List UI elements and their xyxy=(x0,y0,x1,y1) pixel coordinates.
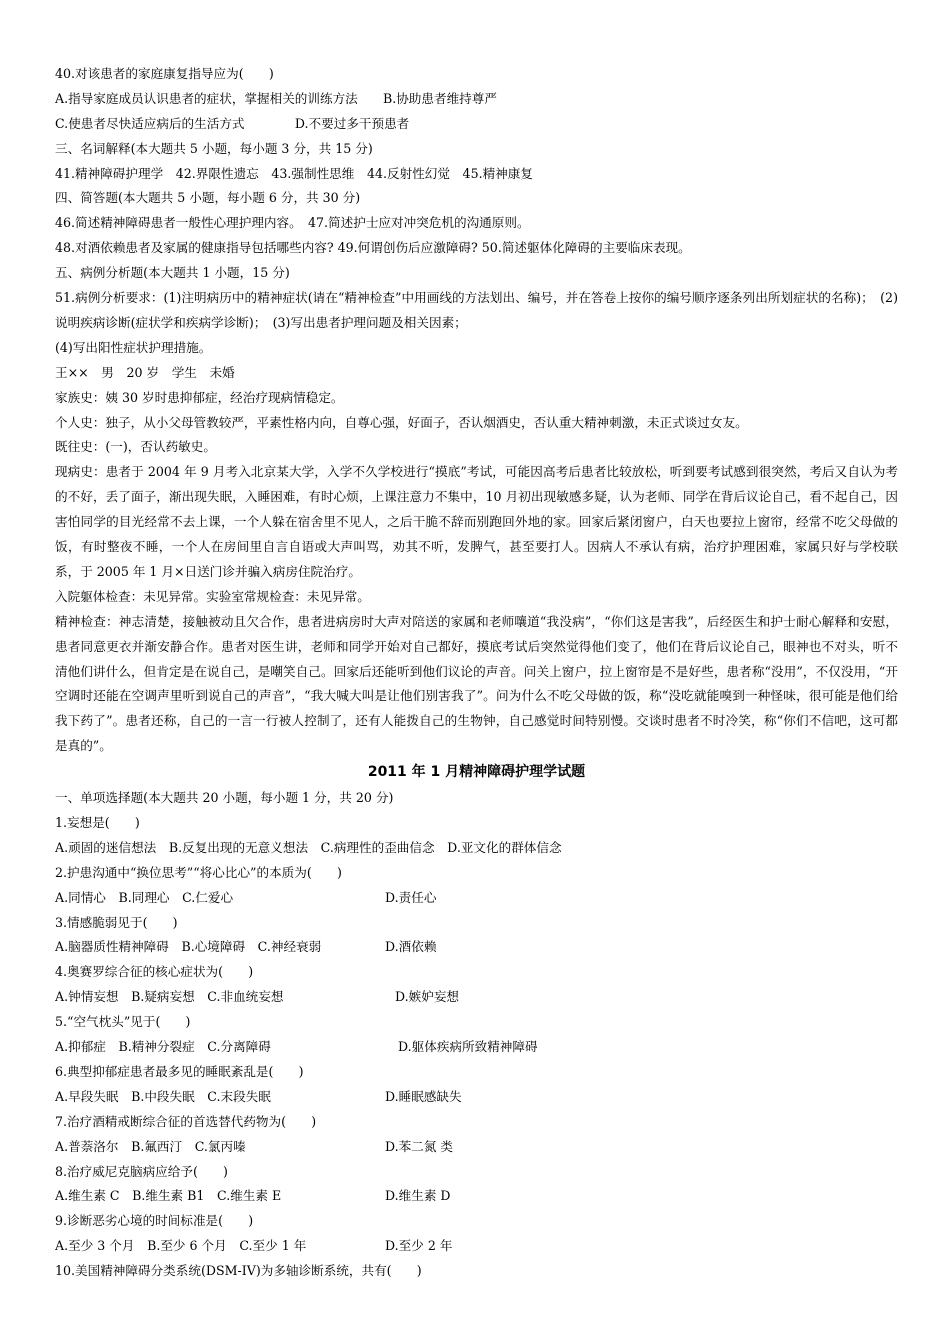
question-options xyxy=(55,836,898,861)
question-options xyxy=(55,886,898,911)
question-40-options-ab: A.指导家庭成员认识患者的症状，掌握相关的训练方法 B.协助患者维持尊严 xyxy=(55,90,497,106)
mental-exam: 精神检查：神志清楚，接触被动且欠合作，患者进病房时大声对陪送的家属和老师嚷道“我没病”，“你们这是害我”，后经医生和护士耐心解释和安慰，患者同意更衣并渐安静合作。患者对医生讲，老师和同学开始对自己都好，摸底考试后突然觉得他们变了，他们在背后议论自己，眼神也不对头，听不清他们讲什么，但肯定是在说自己，是嘲笑自己。回家后还能听到他们议论的声音。问关上窗户，拉上窗帘是不是好些，患者称“没用”，不仅没用，“开空调时还能在空调声里听到说自己的声音”，“我大喊大叫是让他们别害我了”。问为什么不吃父母做的饭，称“没吃就能嗅到一种怪味，很可能是他们给我下药了”。患者还称，自己的一言一行被人控制了，还有人能拨自己的生物钟，自己感觉时间特别慢。交谈时患者不时冷笑，称“你们不信吧，这可都是真的”。 xyxy=(55,613,898,754)
options-left: A.维生素 C B.维生素 B1 C.维生素 E xyxy=(55,1188,282,1204)
question-stem: 6.典型抑郁症患者最多见的睡眠紊乱是( ) xyxy=(55,1063,304,1079)
question-stem: 4.奥赛罗综合征的核心症状为( ) xyxy=(55,964,254,980)
options-left: A.脑器质性精神障碍 B.心境障碍 C.神经衰弱 xyxy=(55,939,322,955)
section-1-heading: 一、单项选择题(本大题共 20 小题，每小题 1 分，共 20 分) xyxy=(55,790,394,806)
question-stem: 8.治疗威尼克脑病应给予( ) xyxy=(55,1163,228,1179)
question-51-item-4: (4)写出阳性症状护理措施。 xyxy=(55,339,212,355)
question-stem: 2.护患沟通中“换位思考”“将心比心”的本质为( ) xyxy=(55,864,342,880)
question-item xyxy=(55,1010,898,1060)
section-3-heading: 三、名词解释(本大题共 5 小题，每小题 3 分，共 15 分) xyxy=(55,140,373,156)
options-left: A.同情心 B.同理心 C.仁爱心 xyxy=(55,889,234,905)
question-item xyxy=(55,960,898,1010)
options-left: A.至少 3 个月 B.至少 6 个月 C.至少 1 年 xyxy=(55,1238,307,1254)
question-item xyxy=(55,1110,898,1160)
options-left: A.抑郁症 B.精神分裂症 C.分离障碍 xyxy=(55,1039,271,1055)
options-right: D.睡眠感缺失 xyxy=(385,1088,462,1104)
question-stem: 9.诊断恶劣心境的时间标准是( ) xyxy=(55,1213,254,1229)
question-options xyxy=(55,1035,898,1060)
family-history: 家族史：姨 30 岁时患抑郁症，经治疗现病情稳定。 xyxy=(55,389,344,405)
options-right: D.维生素 D xyxy=(385,1188,451,1204)
question-51-requirements: 51.病例分析要求：(1)注明病历中的精神症状(请在“精神检查”中用画线的方法划出、编号，并在答卷上按你的编号顺序逐条列出所划症状的名称)； (2)说明疾病诊断(症状学和疾病学诊断)； (3)写出患者护理问题及相关因素； xyxy=(55,290,898,330)
question-stem: 5.“空气枕头”见于( ) xyxy=(55,1014,191,1030)
options-right: D.苯二氮 类 xyxy=(385,1138,454,1154)
questions-46-47: 46.简述精神障碍患者一般性心理护理内容。 47.简述护士应对冲突危机的沟通原则。 xyxy=(55,215,530,231)
question-item xyxy=(55,1160,898,1210)
question-options xyxy=(55,935,898,960)
options-left: A.普萘洛尔 B.氟西汀 C.氯丙嗪 xyxy=(55,1138,246,1154)
question-item xyxy=(55,1209,898,1259)
options-right: D.嫉妒妄想 xyxy=(395,989,460,1005)
question-options xyxy=(55,1085,898,1110)
question-stem: 7.治疗酒精戒断综合征的首选替代药物为( ) xyxy=(55,1113,317,1129)
options-right: D.酒依赖 xyxy=(385,939,437,955)
personal-history: 个人史：独子，从小父母管教较严，平素性格内向，自尊心强，好面子，否认烟酒史，否认重大精神刺激，未正式谈过女友。 xyxy=(55,414,748,430)
past-history: 既往史：(一)，否认药敏史。 xyxy=(55,439,216,455)
question-item xyxy=(55,811,898,861)
question-stem: 1.妄想是( ) xyxy=(55,815,140,831)
section-5-heading: 五、病例分析题(本大题共 1 小题，15 分) xyxy=(55,265,290,281)
question-options xyxy=(55,1184,898,1209)
question-40-options-cd: C.使患者尽快适应病后的生活方式 D.不要过多干预患者 xyxy=(55,115,410,131)
question-40: 40.对该患者的家庭康复指导应为( ) xyxy=(55,66,274,81)
question-item xyxy=(55,861,898,911)
question-stem: 3.情感脆弱见于( ) xyxy=(55,914,178,930)
question-item xyxy=(55,1259,898,1284)
question-list xyxy=(55,811,898,1284)
physical-exam: 入院躯体检查：未见异常。实验室常规检查：未见异常。 xyxy=(55,588,370,604)
term-list: 41.精神障碍护理学 42.界限性遗忘 43.强制性思维 44.反射性幻觉 45.精神康复 xyxy=(55,165,533,181)
section-4-heading: 四、简答题(本大题共 5 小题，每小题 6 分，共 30 分) xyxy=(55,190,361,206)
options-right: D.躯体疾病所致精神障碍 xyxy=(398,1039,538,1055)
question-options xyxy=(55,1135,898,1160)
options-left: A.顽固的迷信想法 B.反复出现的无意义想法 C.病理性的歪曲信念 D.亚文化的群体信念 xyxy=(55,839,562,855)
questions-48-50: 48.对酒依赖患者及家属的健康指导包括哪些内容? 49.何谓创伤后应激障碍? 50.简述躯体化障碍的主要临床表现。 xyxy=(55,240,691,256)
patient-info: 王×× 男 20 岁 学生 未婚 xyxy=(55,364,235,380)
options-right: D.至少 2 年 xyxy=(385,1238,453,1254)
question-options xyxy=(55,985,898,1010)
options-right: D.责任心 xyxy=(385,889,437,905)
present-history: 现病史：患者于 2004 年 9 月考入北京某大学，入学不久学校进行“摸底”考试，可能因高考后患者比较放松，听到要考试感到很突然，考后又自认为考的不好，丢了面子，渐出现失眠，入睡困难，有时心烦，上课注意力不集中，10 月初出现敏感多疑，认为老师、同学在背后议论自己，看不起自己，因害怕同学的目光经常不去上课，一个人躲在宿舍里不见人，之后干脆不辞而别跑回外地的家。回家后紧闭窗户，白天也要拉上窗帘，经常不吃父母做的饭，有时整夜不睡，一个人在房间里自言自语或大声叫骂，劝其不听，发脾气，甚至要打人。因病人不承认有病，治疗护理困难，家属只好与学校联系，于 2005 年 1 月×日送门诊并骗入病房住院治疗。 xyxy=(55,464,898,579)
question-stem: 10.美国精神障碍分类系统(DSM-IV)为多轴诊断系统，共有( ) xyxy=(55,1263,422,1279)
options-left: A.早段失眠 B.中段失眠 C.末段失眠 xyxy=(55,1088,271,1104)
exam-title: 2011 年 1 月精神障碍护理学试题 xyxy=(367,764,586,781)
options-left: A.钟情妄想 B.疑病妄想 C.非血统妄想 xyxy=(55,989,284,1005)
question-options xyxy=(55,1234,898,1259)
question-item xyxy=(55,911,898,961)
question-item xyxy=(55,1060,898,1110)
